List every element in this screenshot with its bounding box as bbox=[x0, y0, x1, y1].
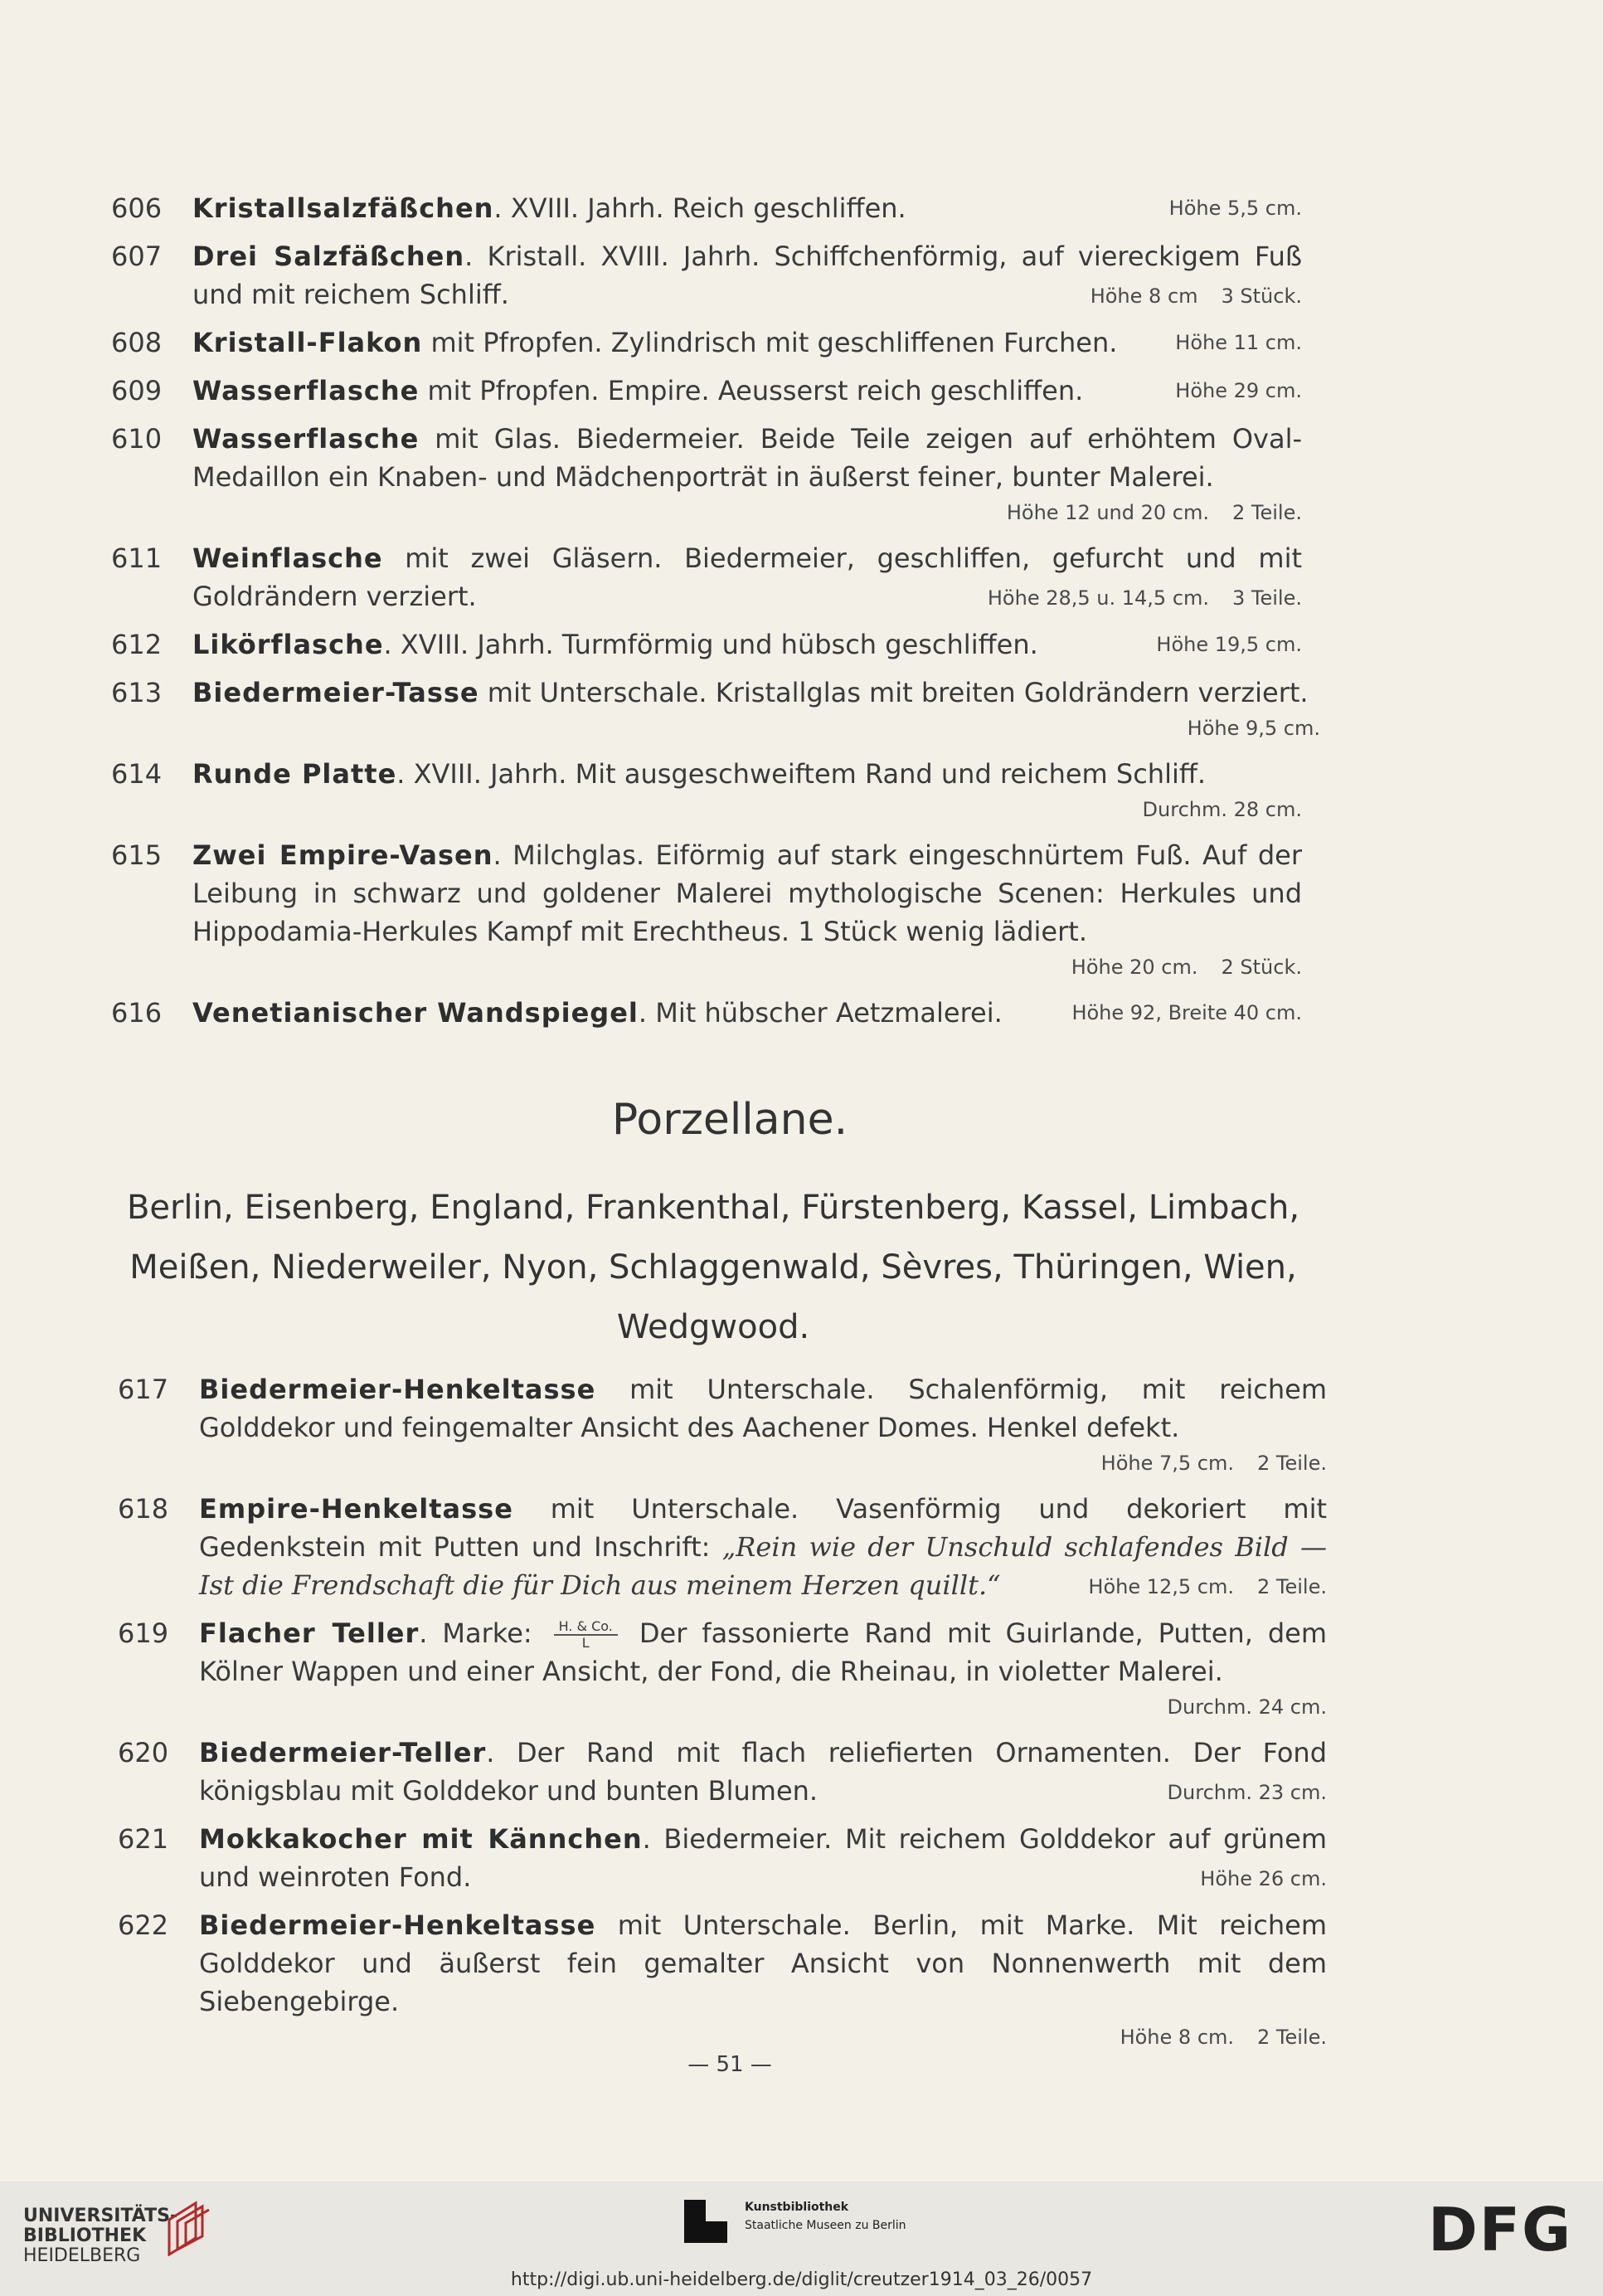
entry-measure: Höhe 7,5 cm. 2 Teile. bbox=[1100, 1452, 1327, 1475]
entry-measure: Durchm. 28 cm. bbox=[1142, 798, 1302, 821]
kunstbibliothek-icon bbox=[682, 2198, 729, 2245]
entry-609 bbox=[0, 372, 1603, 410]
entry-inscription: „Rein wie der Unschuld schlafendes Bild — Ist die Frendschaft die für Dich aus meinem Herzen quillt.“ bbox=[199, 1531, 1328, 1601]
logo-line: BIBLIOTHEK bbox=[23, 2225, 147, 2246]
entry-measure: Höhe 20 cm. 2 Stück. bbox=[1071, 956, 1302, 979]
entry-number: 617 bbox=[118, 1374, 169, 1405]
entry-title: Flacher Teller bbox=[199, 1617, 420, 1649]
entry-title: Biedermeier-Teller bbox=[199, 1737, 487, 1768]
dfg-logo[interactable]: DFG bbox=[1428, 2195, 1573, 2264]
entry-measure: Höhe 8 cm. 2 Teile. bbox=[1120, 2026, 1327, 2049]
entry-text: . Biedermeier. Mit reichem Golddekor auf grünem und weinroten Fond. bbox=[199, 1823, 1328, 1893]
entry-measure: Höhe 92, Breite 40 cm. bbox=[1071, 1001, 1302, 1024]
entry-number: 616 bbox=[111, 997, 163, 1029]
entry-title: Kristall-Flakon bbox=[192, 327, 423, 358]
entry-number: 610 bbox=[111, 423, 163, 455]
logo-line: HEIDELBERG bbox=[23, 2245, 141, 2266]
entry-text: mit Unterschale. Schalenförmig, mit reichem Golddekor und feingemalter Ansicht des Aachener Domes. Henkel defekt. bbox=[199, 1374, 1327, 1443]
porcelain-entries bbox=[0, 1370, 1603, 2064]
entry-number: 607 bbox=[111, 241, 163, 272]
entry-number: 619 bbox=[118, 1617, 169, 1649]
entry-614 bbox=[0, 755, 1603, 826]
entry-text: mit Unterschale. Kristallglas mit breiten Goldrändern verziert. bbox=[478, 677, 1309, 708]
kunstbibliothek-logo[interactable] bbox=[745, 2198, 906, 2235]
entry-text: mit Pfropfen. Zylindrisch mit geschliffenen Furchen. bbox=[422, 327, 1118, 358]
glass-entries bbox=[0, 189, 1603, 1042]
entry-title: Mokkakocher mit Kännchen bbox=[199, 1823, 643, 1855]
entry-text: mit Pfropfen. Empire. Aeusserst reich geschliffen. bbox=[419, 375, 1084, 406]
entry-measure: Höhe 5,5 cm. bbox=[1168, 197, 1302, 220]
entry-number: 612 bbox=[111, 629, 163, 660]
entry-number: 618 bbox=[118, 1493, 169, 1525]
entry-measure: Höhe 12,5 cm. 2 Teile. bbox=[1088, 1575, 1327, 1598]
entry-text: . XVIII. Jahrh. Mit ausgeschweiftem Rand und reichem Schliff. bbox=[396, 758, 1207, 790]
entry-title: Weinflasche bbox=[192, 542, 383, 574]
entry-measure: Höhe 29 cm. bbox=[1175, 379, 1302, 402]
entry-title: Venetianischer Wandspiegel bbox=[192, 997, 639, 1029]
entry-number: 606 bbox=[111, 192, 163, 224]
entry-text: . Marke: bbox=[419, 1617, 532, 1649]
entry-title: Wasserflasche bbox=[192, 423, 420, 455]
university-library-logo[interactable] bbox=[23, 2206, 177, 2266]
entry-number: 620 bbox=[118, 1737, 169, 1768]
entry-number: 622 bbox=[118, 1909, 169, 1941]
entry-621 bbox=[0, 1820, 1603, 1896]
entry-measure: Durchm. 23 cm. bbox=[1167, 1781, 1327, 1804]
entry-text: mit Glas. Biedermeier. Beide Teile zeigen auf erhöhtem Oval-Medaillon ein Knaben- und Mädchenporträt in äußerst feiner, bunter Malerei. bbox=[192, 423, 1302, 493]
entry-number: 614 bbox=[111, 758, 163, 790]
entry-text: Der fassonierte Rand mit Guirlande, Putten, dem Kölner Wappen und einer Ansicht, der Fond, die Rheinau, in violetter Malerei. bbox=[199, 1617, 1328, 1687]
entry-number: 611 bbox=[111, 542, 163, 574]
entry-610 bbox=[0, 420, 1603, 529]
permalink-url[interactable]: http://digi.ub.uni-heidelberg.de/diglit/creutzer1914_03_26/0057 bbox=[510, 2269, 1093, 2290]
entry-measure: Höhe 12 und 20 cm. 2 Teile. bbox=[1006, 501, 1302, 524]
entry-text: mit Unterschale. Berlin, mit Marke. Mit reichem Golddekor und äußerst fein gemalter Ansicht von Nonnenwerth mit dem Siebengebirge. bbox=[199, 1909, 1327, 2017]
entry-title: Wasserflasche bbox=[192, 375, 420, 406]
entry-measure: Durchm. 24 cm. bbox=[1167, 1695, 1327, 1719]
entry-text: mit Unterschale. Vasenförmig und dekoriert mit Gedenkstein mit Putten und Inschrift: bbox=[199, 1493, 1327, 1563]
entry-619 bbox=[0, 1614, 1603, 1724]
entry-title: Kristallsalzfäßchen bbox=[192, 192, 494, 224]
entry-text: . Mit hübscher Aetzmalerei. bbox=[638, 997, 1003, 1029]
section-heading: Porzellane. bbox=[611, 1095, 848, 1145]
entry-607 bbox=[0, 237, 1603, 314]
entry-title: Likörflasche bbox=[192, 629, 384, 660]
entry-number: 608 bbox=[111, 327, 163, 358]
entry-617 bbox=[0, 1370, 1603, 1480]
entry-606 bbox=[0, 189, 1603, 227]
entry-title: Drei Salzfäßchen bbox=[192, 241, 465, 272]
entry-measure: Höhe 9,5 cm. bbox=[1187, 717, 1320, 740]
logo-line: Staatliche Museen zu Berlin bbox=[745, 2219, 906, 2232]
entry-title: Empire-Henkeltasse bbox=[199, 1493, 513, 1525]
entry-text: mit zwei Gläsern. Biedermeier, geschliffen, gefurcht und mit Goldrändern verziert. bbox=[192, 542, 1302, 612]
entry-measure: Höhe 11 cm. bbox=[1175, 331, 1302, 354]
entry-measure: Höhe 19,5 cm. bbox=[1156, 633, 1302, 656]
entry-text: . Der Rand mit flach reliefierten Ornamenten. Der Fond königsblau mit Golddekor und bunten Blumen. bbox=[199, 1737, 1327, 1807]
entry-measure: Höhe 8 cm 3 Stück. bbox=[1090, 285, 1302, 308]
entry-608 bbox=[0, 323, 1603, 362]
entry-title: Runde Platte bbox=[192, 758, 397, 790]
entry-620 bbox=[0, 1734, 1603, 1810]
entry-title: Zwei Empire-Vasen bbox=[192, 839, 493, 871]
entry-measure: Höhe 26 cm. bbox=[1200, 1867, 1327, 1890]
entry-text: . Kristall. XVIII. Jahrh. Schiffchenförmig, auf viereckigem Fuß und mit reichem Schliff. bbox=[192, 241, 1303, 310]
entry-number: 615 bbox=[111, 839, 163, 871]
entry-title: Biedermeier-Henkeltasse bbox=[199, 1909, 596, 1941]
entry-615 bbox=[0, 836, 1603, 984]
page-number: — 51 — bbox=[687, 2052, 772, 2077]
entry-622 bbox=[0, 1906, 1603, 2054]
entry-text: . XVIII. Jahrh. Turmförmig und hübsch geschliffen. bbox=[383, 629, 1038, 660]
library-emblem-icon bbox=[163, 2196, 212, 2256]
entry-611 bbox=[0, 539, 1603, 615]
entry-613 bbox=[0, 674, 1603, 745]
entry-number: 613 bbox=[111, 677, 163, 708]
logo-line: Kunstbibliothek bbox=[745, 2201, 849, 2214]
section-subheading: Berlin, Eisenberg, England, Frankenthal, Fürstenberg, Kassel, Limbach, Meißen, Niederweiler, Nyon, Schlaggenwald, Sèvres, Thüringen, Wien, Wedgwood. bbox=[126, 1189, 1300, 1346]
porcelain-mark: $\frac{H. \& Co.}{L}$ bbox=[554, 1619, 618, 1651]
entry-text: . Milchglas. Eiförmig auf stark eingeschnürtem Fuß. Auf der Leibung in schwarz und goldener Malerei mythologische Scenen: Herkules und Hippodamia-Herkules Kampf mit Erechtheus. 1 Stück wenig lädiert. bbox=[192, 839, 1303, 947]
entry-number: 621 bbox=[118, 1823, 169, 1855]
entry-text: . XVIII. Jahrh. Reich geschliffen. bbox=[493, 192, 906, 224]
entry-618 bbox=[0, 1490, 1603, 1604]
logo-line: UNIVERSITÄTS- bbox=[23, 2206, 178, 2226]
entry-612 bbox=[0, 625, 1603, 664]
entry-616 bbox=[0, 994, 1603, 1032]
entry-measure: Höhe 28,5 u. 14,5 cm. 3 Teile. bbox=[987, 586, 1302, 610]
entry-number: 609 bbox=[111, 375, 163, 406]
entry-title: Biedermeier-Tasse bbox=[192, 677, 479, 708]
entry-title: Biedermeier-Henkeltasse bbox=[199, 1374, 596, 1405]
